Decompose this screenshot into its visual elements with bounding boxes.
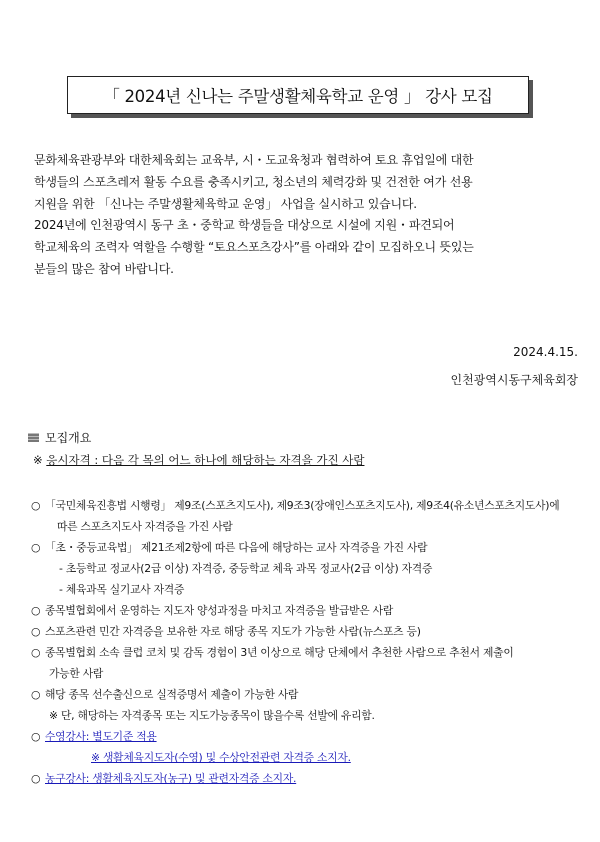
note-text: 응시자격 : 다음 각 목의 어느 하나에 해당하는 자격을 가진 사람: [46, 453, 365, 467]
note-mark: ※: [33, 453, 47, 467]
section-title: 모집개요: [45, 431, 92, 445]
list-item: [31, 495, 576, 537]
item-text: 따른 스포츠지도사 자격증을 가진 사람: [57, 520, 233, 533]
section-heading: [28, 429, 91, 446]
eligibility-note: [33, 452, 364, 468]
swim-instructor-link[interactable]: 수영강사: 별도기준 적용: [45, 730, 157, 743]
intro-line: 문화체육관광부와 대한체육회는 교육부, 시・도교육청과 협력하여 토요 휴업일에 대한: [34, 153, 474, 167]
item-text: 종목별협회 소속 클럽 코치 및 감독 경험이 3년 이상으로 해당 단체에서 추천한 사람으로 추천서 제출이: [45, 646, 514, 659]
item-note: ※ 단, 해당하는 자격종목 또는 지도가능종목이 많을수록 선발에 유리함.: [49, 709, 375, 722]
circle-bullet-icon: ○: [31, 646, 41, 659]
item-text: 가능한 사람: [49, 667, 104, 680]
intro-line: 지원을 위한 「신나는 주말생활체육학교 운영」 사업을 실시하고 있습니다.: [34, 196, 417, 211]
item-subtext: - 체육과목 실기교사 자격증: [59, 583, 185, 596]
notice-date: 2024.4.15.: [513, 345, 578, 359]
issuer-name: 인천광역시동구체육회장: [450, 373, 578, 387]
eligibility-list: [31, 495, 576, 789]
circle-bullet-icon: ○: [31, 604, 41, 617]
intro-line: 학생들의 스포츠레저 활동 수요를 충족시키고, 청소년의 체력강화 및 건전한 여가 선용: [34, 174, 473, 189]
list-item: [31, 537, 576, 600]
swim-requirement-link[interactable]: ※ 생활체육지도자(수영) 및 수상안전관련 자격증 소지자.: [91, 751, 351, 764]
circle-bullet-icon: ○: [31, 625, 41, 638]
list-item: [31, 768, 576, 789]
circle-bullet-icon: ○: [31, 730, 41, 743]
list-item: [31, 684, 576, 726]
item-text: 「초・중등교육법」 제21조제2항에 따른 다음에 해당하는 교사 자격증을 가진 사람: [45, 541, 428, 554]
intro-line: 학교체육의 조력자 역할을 수행할 “토요스포츠강사”를 아래와 같이 모집하오니 뜻있는: [34, 240, 474, 255]
list-item: [31, 621, 576, 642]
circle-bullet-icon: ○: [31, 499, 41, 512]
intro-line: 2024년에 인천광역시 동구 초・중학교 학생들을 대상으로 시설에 지원・파견되어: [34, 218, 455, 233]
list-item: [31, 726, 576, 768]
item-subtext: - 초등학교 정교사(2급 이상) 자격증, 중등학교 체육 과목 정교사(2급 이상) 자격증: [59, 562, 433, 575]
list-item: [31, 600, 576, 621]
item-text: 「국민체육진흥법 시행령」 제9조(스포츠지도사), 제9조3(장애인스포츠지도사), 제9조4(유소년스포츠지도사)에: [45, 499, 560, 512]
intro-paragraph: [34, 150, 564, 281]
intro-line: 분들의 많은 참여 바랍니다.: [34, 261, 174, 276]
circle-bullet-icon: ○: [31, 772, 41, 785]
square-bullet-icon: [28, 433, 39, 442]
item-text: 스포츠관련 민간 자격증을 보유한 자로 해당 종목 지도가 가능한 사람(뉴스포츠 등): [45, 625, 421, 638]
item-text: 종목별협회에서 운영하는 지도자 양성과정을 마치고 자격증을 발급받은 사람: [45, 604, 394, 617]
list-item: [31, 642, 576, 684]
page-title: 「 2024년 신나는 주말생활체육학교 운영 」 강사 모집: [67, 76, 529, 114]
circle-bullet-icon: ○: [31, 541, 41, 554]
item-text: 해당 종목 선수출신으로 실적증명서 제출이 가능한 사람: [45, 688, 299, 701]
circle-bullet-icon: ○: [31, 688, 41, 701]
basketball-instructor-link[interactable]: 농구강사: 생활체육지도자(농구) 및 관련자격증 소지자.: [45, 772, 297, 785]
